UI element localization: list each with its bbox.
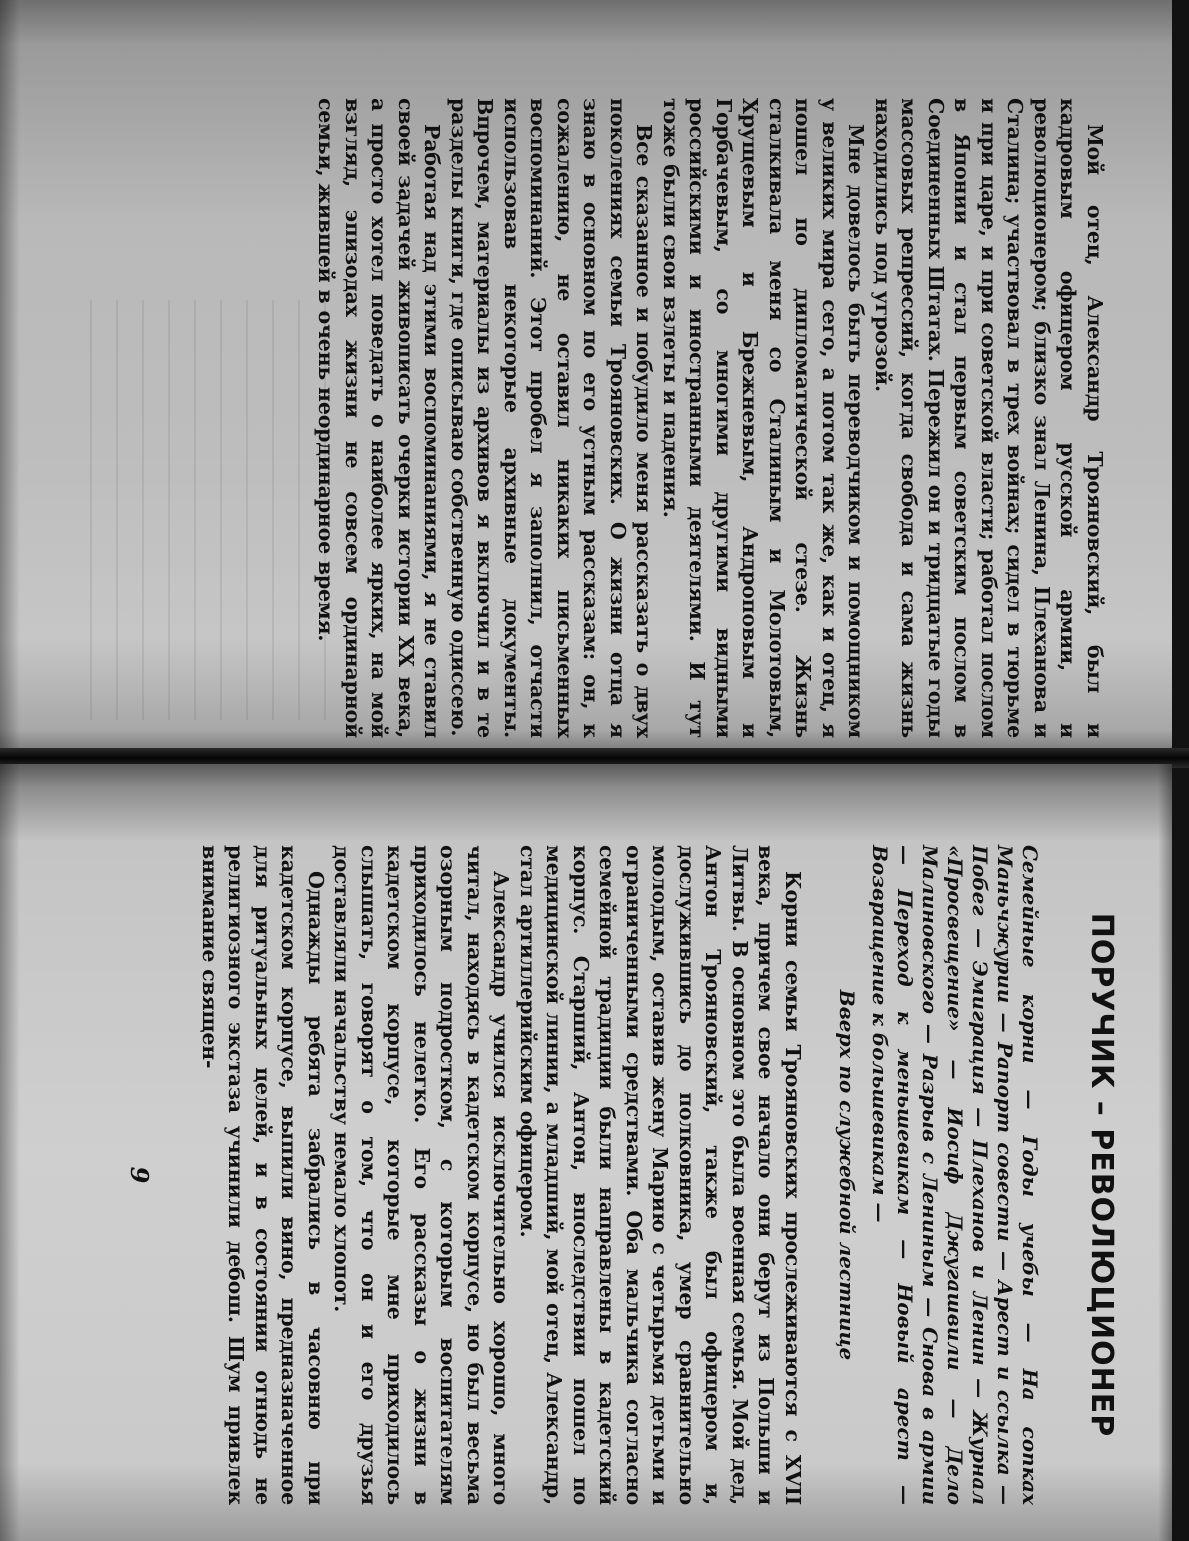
paragraph: Корни семьи Трояновских прослеживаются с XVII века, причем свое начало они берут из Польши и Литвы. В основном это была военная семья. Мой дед, Антон Трояновский, также был офицером и, дослужившись до полковника, умер сравнительно молодым, оставив жену Марию с четырьмя детьми и ограниченными средствами. Оба мальчика согласно семейной традиции были направлены в кадетский корпус. Старший, Антон, впоследствии пошел по медицинской линии, а младший, мой отец, Александр, стал артиллерийским офицером. xyxy=(516,845,805,1505)
right-page-text xyxy=(125,845,1119,1505)
paragraph: Мой отец, Александр Трояновский, был и кадровым офицером русской армии, и революционером; близко знал Ленина, Плеханова и Сталина; участвовал в трех войнах; сидел в тюрьме и при царе, и при советской власти; работал послом в Японии и стал первым советским послом в Соединенных Штатах. Пережил он и тридцатые годы массовых репрессий, когда свобода и сама жизнь находились под угрозой. xyxy=(871,98,1107,738)
paragraph: Александр учился исключительно хорошо, много читал, находясь в кадетском корпусе, но был весьма озорным подростком, с которым воспитателям приходилось нелегко. Его рассказы о жизни в кадетском корпусе, которые мне приходилось слышать, говорят о том, что он и его друзья доставляли начальству немало хлопот. xyxy=(330,845,514,1505)
paragraph: Однажды ребята забрались в часовню при кадетском корпусе, выпили вино, предназначенное для ритуальных целей, и в состоянии отнюдь не религиозного экстаза учинили дебош. Шум привлек внимание священ- xyxy=(198,845,328,1505)
show-through-texture xyxy=(90,300,350,720)
chapter-epigraph-tail: Вверх по служебной лестнице xyxy=(835,989,859,1361)
chapter-epigraph: Семейные корни — Годы учебы — На сопках Маньчжурии — Рапорт совести — Арест и ссылка — Побег — Эмиграция — Плеханов и Ленин — Журнал «Просвещение» — Иосиф Джугашвили — Дело Малиновского — Разрыв с Лениным — Снова в армии — Переход к меньшевикам — Новый арест — Возвращение к большевикам — xyxy=(868,845,1042,1505)
paragraph: Мне довелось быть переводчиком и помощником у великих мира сего, а потом так же, как и отец, я пошел по дипломатической стезе. Жизнь сталкивала меня со Сталиным и Молотовым, Хрущевым и Брежневым, Андроповым и Горбачевым, со многими другими видными российскими и иностранными деятелями. И тут тоже были свои взлеты и падения. xyxy=(659,98,869,738)
chapter-title: ПОРУЧИК – РЕВОЛЮЦИОНЕР xyxy=(1084,912,1119,1438)
page-edge-shadow xyxy=(0,0,20,752)
page-edge-shadow xyxy=(0,764,20,1541)
page-number: 9 xyxy=(125,1166,155,1184)
paragraph: Все сказанное и побудило меня рассказать о двух поколениях семьи Трояновских. О жизни отца я знаю в основном по его устным рассказам: он, к сожалению, не оставил никаких письменных воспоминаний. Этот пробел я заполнил, отчасти использовав некоторые архивные документы. Впрочем, материалы из архивов я включил и в те разделы книги, где описываю собственную одиссею. xyxy=(447,98,657,738)
paragraph: Работая над этими воспоминаниями, я не ставил своей задачей живописать очерки истории XX века, а просто хотел поведать о наиболее ярких, на мой взгляд, эпизодах жизни не совсем ординарной семьи, жившей в очень неординарное время. xyxy=(314,98,445,738)
left-page-text xyxy=(314,98,1108,738)
